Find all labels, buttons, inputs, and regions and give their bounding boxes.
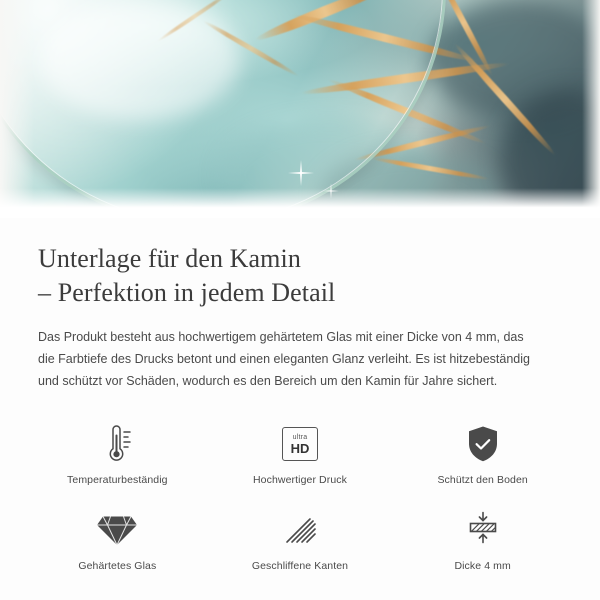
text-block xyxy=(0,218,600,392)
ultra-hd-badge-bottom: HD xyxy=(290,440,310,456)
thermometer-icon xyxy=(97,422,137,466)
feature-item-tempered-glass xyxy=(26,508,209,572)
feature-grid xyxy=(0,422,600,572)
ultra-hd-badge-top: ultra xyxy=(292,433,308,441)
image-fade-right xyxy=(582,0,600,218)
shield-check-icon xyxy=(464,422,502,466)
description-paragraph: Das Produkt besteht aus hochwertigem gehärtetem Glas mit einer Dicke von 4 mm, das die Farbtiefe des Drucks betont und einen eleganten Glanz verleiht. Es ist hitzebeständig und schützt vor Schäden, wodurch es den Bereich um den Kamin für Jahre sichert. xyxy=(38,330,530,388)
page-title-line-2: – Perfektion in jedem Detail xyxy=(38,278,336,307)
feature-item-print-quality xyxy=(209,422,392,486)
image-fade-left xyxy=(0,0,34,218)
page-title-line-1: Unterlage für den Kamin xyxy=(38,244,301,273)
feature-item-temperature xyxy=(26,422,209,486)
ink-cloud-white xyxy=(40,0,240,120)
sparkle-icon xyxy=(300,160,302,186)
thickness-arrows-icon xyxy=(462,508,504,552)
feature-item-floor-protection xyxy=(391,422,574,486)
feature-label: Temperaturbeständig xyxy=(67,474,168,486)
hero-product-image xyxy=(0,0,600,218)
feature-label: Dicke 4 mm xyxy=(454,560,511,572)
feature-label: Gehärtetes Glas xyxy=(78,560,157,572)
diamond-icon xyxy=(96,508,138,552)
feature-label: Geschliffene Kanten xyxy=(251,560,349,572)
feature-item-thickness xyxy=(391,508,574,572)
feature-label: Schützt den Boden xyxy=(437,474,528,486)
polished-edges-icon xyxy=(279,508,321,552)
image-fade-bottom xyxy=(0,188,600,218)
feature-item-polished-edges xyxy=(209,508,392,572)
feature-label: Hochwertiger Druck xyxy=(252,474,347,486)
ultra-hd-icon xyxy=(282,422,318,466)
page-title xyxy=(38,242,562,310)
